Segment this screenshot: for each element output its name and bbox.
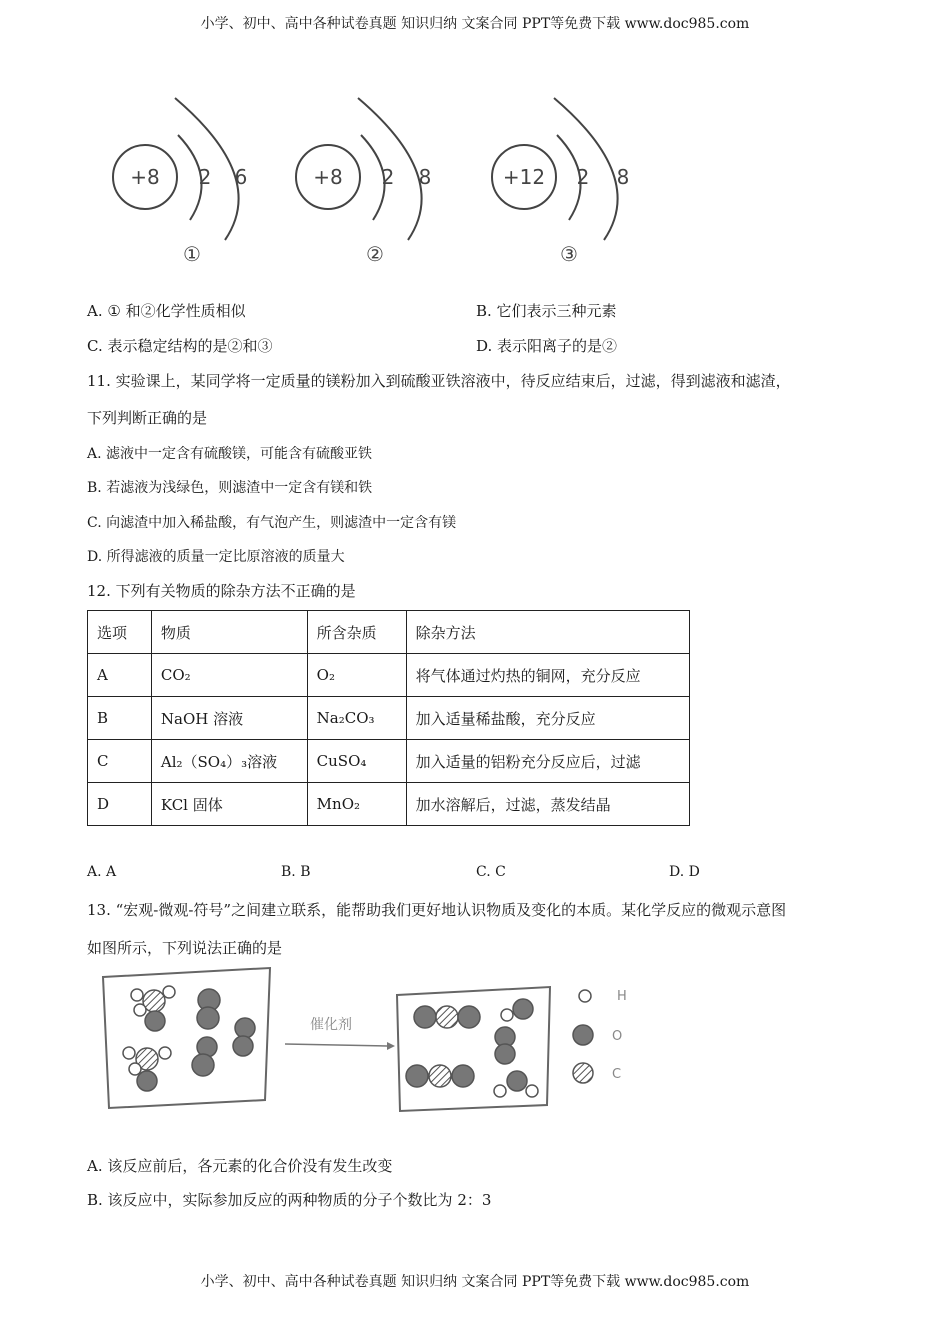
table-row [88, 783, 690, 826]
row-impurity: MnO₂ [307, 783, 406, 826]
table-row [88, 740, 690, 783]
row-method: 加入适量稀盐酸，充分反应 [406, 697, 689, 740]
nucleus-charge-2: +8 [313, 165, 343, 189]
row-substance: KCl 固体 [151, 783, 307, 826]
legend-label-o: O [612, 1029, 623, 1044]
shell2-count-2: 8 [418, 165, 432, 189]
catalyst-label: 催化剂 [310, 1017, 352, 1033]
q10-option-b: B. 它们表示三种元素 [476, 302, 617, 320]
q12-answer-d: D. D [669, 864, 700, 880]
q11-stem-line2: 下列判断正确的是 [87, 409, 208, 427]
shell2-count-3: 8 [616, 165, 630, 189]
shell1-count-1: 2 [198, 165, 212, 189]
table-row [88, 654, 690, 697]
shell1-count-2: 2 [381, 165, 395, 189]
row-impurity: Na₂CO₃ [307, 697, 406, 740]
q12-answer-b: B. B [281, 864, 311, 880]
header-impurity: 所含杂质 [307, 611, 406, 654]
q13-stem-line2: 如图所示，下列说法正确的是 [87, 939, 283, 957]
q11-option-b: B. 若滤液为浅绿色，则滤渣中一定含有镁和铁 [87, 480, 373, 496]
q12-answer-a: A. A [87, 864, 117, 880]
atomic-structure-diagrams [100, 80, 660, 280]
row-method: 加入适量的铝粉充分反应后，过滤 [406, 740, 689, 783]
row-option: A [88, 654, 152, 697]
header-method: 除杂方法 [406, 611, 689, 654]
q11-option-c: C. 向滤渣中加入稀盐酸，有气泡产生，则滤渣中一定含有镁 [87, 515, 457, 531]
legend-label-h: H [617, 989, 627, 1004]
row-option: C [88, 740, 152, 783]
row-substance: CO₂ [151, 654, 307, 697]
q13-option-a: A. 该反应前后，各元素的化合价没有发生改变 [87, 1157, 393, 1175]
page-footer: 小学、初中、高中各种试卷真题 知识归纳 文案合同 PPT等免费下载 www.doc985.com [200, 1274, 750, 1290]
diagram-label-1: ① [183, 242, 201, 266]
table-header-row [88, 611, 690, 654]
impurity-removal-table [87, 610, 690, 826]
q11-option-d: D. 所得滤液的质量一定比原溶液的质量大 [87, 549, 345, 565]
row-method: 将气体通过灼热的铜网，充分反应 [406, 654, 689, 697]
row-option: B [88, 697, 152, 740]
q13-stem-line1: 13. “宏观-微观-符号”之间建立联系，能帮助我们更好地认识物质及变化的本质。某化学反应的微观示意图 [87, 901, 787, 919]
table-row [88, 697, 690, 740]
q12-answer-c: C. C [476, 864, 506, 880]
page-header: 小学、初中、高中各种试卷真题 知识归纳 文案合同 PPT等免费下载 www.doc985.com [200, 16, 750, 32]
q11-option-a: A. 滤液中一定含有硫酸镁，可能含有硫酸亚铁 [87, 446, 373, 462]
q10-option-c: C. 表示稳定结构的是②和③ [87, 337, 273, 355]
legend-label-c: C [612, 1067, 622, 1082]
header-substance: 物质 [151, 611, 307, 654]
arrow-head [387, 1042, 395, 1050]
q12-stem: 12. 下列有关物质的除杂方法不正确的是 [87, 582, 356, 600]
q10-option-a: A. ① 和②化学性质相似 [87, 302, 246, 320]
shell2-count-1: 6 [234, 165, 248, 189]
diagram-label-2: ② [366, 242, 384, 266]
reaction-micro-diagram [95, 965, 655, 1120]
row-method: 加水溶解后，过滤，蒸发结晶 [406, 783, 689, 826]
q13-option-b: B. 该反应中，实际参加反应的两种物质的分子个数比为 2：3 [87, 1191, 492, 1209]
q11-stem-line1: 11. 实验课上，某同学将一定质量的镁粉加入到硫酸亚铁溶液中，待反应结束后，过滤，得到滤液和滤渣， [87, 372, 791, 390]
q10-option-d: D. 表示阳离子的是② [476, 337, 618, 355]
row-substance: Al₂（SO₄）₃溶液 [151, 740, 307, 783]
diagram-label-3: ③ [560, 242, 578, 266]
row-substance: NaOH 溶液 [151, 697, 307, 740]
header-option: 选项 [88, 611, 152, 654]
nucleus-charge-3: +12 [502, 165, 546, 189]
row-impurity: O₂ [307, 654, 406, 697]
row-option: D [88, 783, 152, 826]
row-impurity: CuSO₄ [307, 740, 406, 783]
reaction-arrow [285, 1044, 387, 1046]
nucleus-charge-1: +8 [130, 165, 160, 189]
shell1-count-3: 2 [576, 165, 590, 189]
